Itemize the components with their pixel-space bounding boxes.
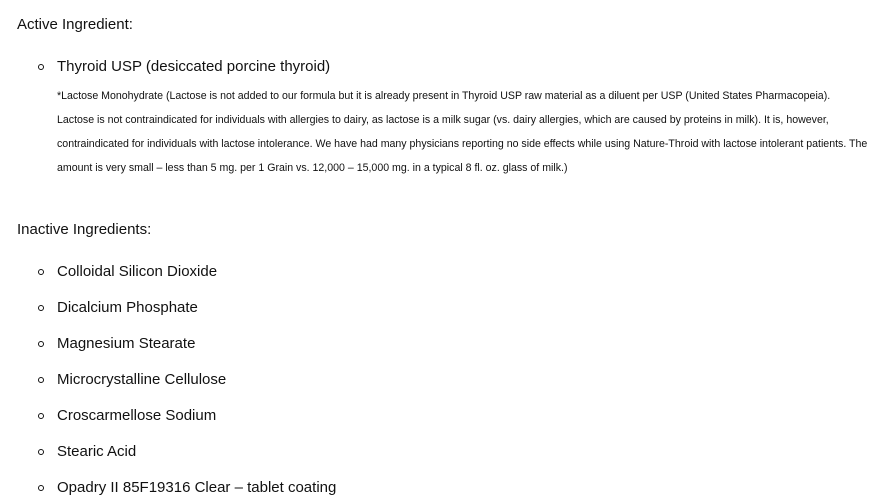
bullet-icon bbox=[38, 64, 44, 70]
inactive-ingredient-label: Croscarmellose Sodium bbox=[57, 407, 217, 424]
list-item bbox=[38, 406, 216, 426]
bullet-icon bbox=[38, 305, 44, 311]
inactive-ingredient-label: Colloidal Silicon Dioxide bbox=[57, 263, 218, 280]
inactive-ingredient-label: Stearic Acid bbox=[57, 443, 137, 460]
inactive-ingredient-label: Magnesium Stearate bbox=[57, 335, 196, 352]
inactive-ingredients-heading: Inactive Ingredients: bbox=[17, 221, 152, 238]
inactive-ingredient-label: Opadry II 85F19316 Clear – tablet coating bbox=[57, 479, 337, 496]
list-item bbox=[38, 298, 198, 318]
bullet-icon bbox=[38, 269, 44, 275]
list-item bbox=[38, 442, 136, 462]
bullet-icon bbox=[38, 341, 44, 347]
bullet-icon bbox=[38, 485, 44, 491]
bullet-icon bbox=[38, 449, 44, 455]
inactive-ingredient-label: Dicalcium Phosphate bbox=[57, 299, 198, 316]
active-ingredient-heading: Active Ingredient: bbox=[17, 16, 133, 33]
list-item bbox=[38, 478, 336, 498]
inactive-ingredient-label: Microcrystalline Cellulose bbox=[57, 371, 227, 388]
list-item bbox=[38, 262, 217, 282]
bullet-icon bbox=[38, 413, 44, 419]
list-item bbox=[38, 370, 226, 390]
list-item bbox=[38, 334, 195, 354]
bullet-icon bbox=[38, 377, 44, 383]
active-ingredient-label: Thyroid USP (desiccated porcine thyroid) bbox=[57, 58, 331, 75]
lactose-note: *Lactose Monohydrate (Lactose is not added to our formula but it is already present in Thyroid USP raw material as a diluent per USP (United States Pharmacopeia). Lactose is not contraindicated for individuals with allergies to dairy, as lactose is a milk sugar (vs. dairy allergies, which are caused by proteins in milk). It is, however, contraindicated for individuals with lactose intolerance. We have had many physicians reporting no side effects while using Nature-Throid with lactose intolerant patients. The amount is very small – less than 5 mg. per 1 Grain vs. 12,000 – 15,000 mg. in a typical 8 fl. oz. glass of milk.) bbox=[57, 90, 868, 174]
list-item-active bbox=[38, 57, 330, 77]
